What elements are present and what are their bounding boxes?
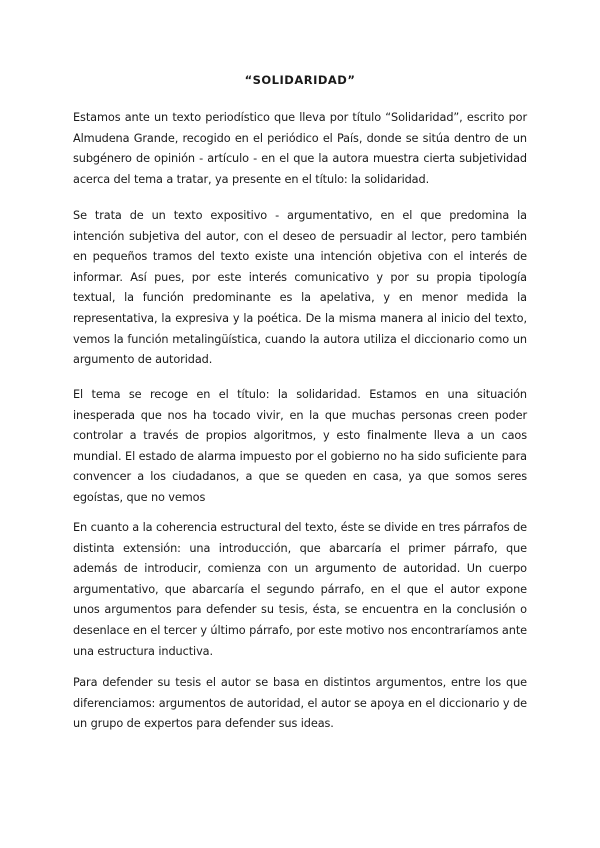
paragraph-theme: El tema se recoge en el título: la solidaridad. Estamos en una situación inesperada que nos ha tocado vivir, en la que muchas personas creen poder controlar a través de propios algoritmos, y esto finalmente lleva a un caos mundial. El estado de alarma impuesto por el gobierno no ha sido suficiente para convencer a los ciudadanos, a que se queden en casa, ya que somos seres egoístas, que no vemos	[73, 388, 527, 504]
paragraph-text-type: Se trata de un texto expositivo - argumentativo, en el que predomina la intención subjetiva del autor, con el deseo de persuadir al lector, pero también en pequeños tramos del texto existe una intención objetiva con el interés de informar. Así pues, por este interés comunicativo y por su propia tipología textual, la función predominante es la apelativa, y en menor medida la representativa, la expresiva y la poética. De la misma manera al inicio del texto, vemos la función metalingüística, cuando la autora utiliza el diccionario como un argumento de autoridad.	[73, 209, 527, 367]
document-title: “SOLIDARIDAD”	[244, 73, 356, 87]
paragraph-arguments: Para defender su tesis el autor se basa en distintos argumentos, entre los que diferenciamos: argumentos de autoridad, el autor se apoya en el diccionario y de un grupo de expertos para defender sus ideas.	[73, 676, 527, 731]
paragraph-introduction: Estamos ante un texto periodístico que lleva por título “Solidaridad”, escrito por Almudena Grande, recogido en el periódico el País, donde se sitúa dentro de un subgénero de opinión - artículo - en el que la autora muestra cierta subjetividad acerca del tema a tratar, ya presente en el título: la solidaridad.	[73, 111, 527, 186]
paragraph-structure: En cuanto a la coherencia estructural del texto, éste se divide en tres párrafos de distinta extensión: una introducción, que abarcaría el primer párrafo, que además de introducir, comienza con un argumento de autoridad. Un cuerpo argumentativo, que abarcaría el segundo párrafo, en el que el autor expone unos argumentos para defender su tesis, ésta, se encuentra en la conclusión o desenlace en el tercer y último párrafo, por este motivo nos encontraríamos ante una estructura inductiva.	[73, 521, 527, 658]
